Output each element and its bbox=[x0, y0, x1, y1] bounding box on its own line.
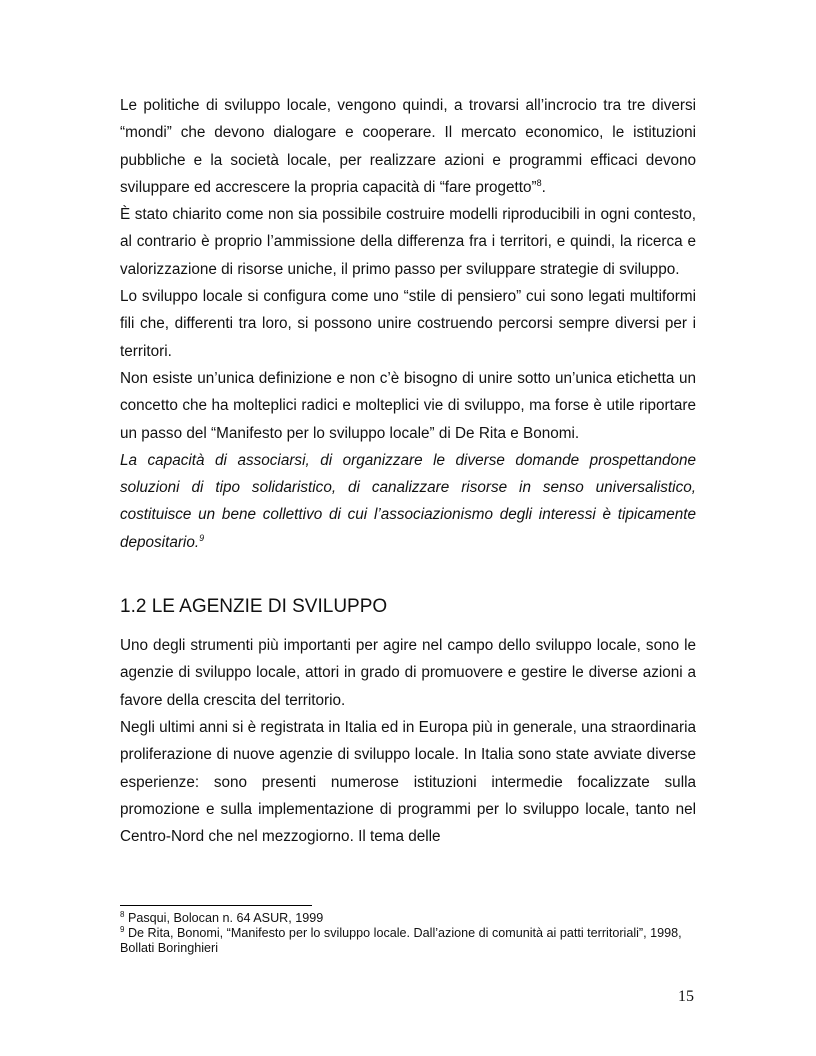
footnotes bbox=[120, 911, 696, 956]
paragraph-5: Uno degli strumenti più importanti per agire nel campo dello sviluppo locale, sono le agenzie di sviluppo locale, attori in grado di promuovere e gestire le diverse azioni a favore della crescita del territorio. bbox=[120, 637, 696, 709]
footnote-9-number: 9 bbox=[120, 924, 125, 934]
paragraph-1-text: Le politiche di sviluppo locale, vengono quindi, a trovarsi all’incrocio tra tre diversi “mondi” che devono dialogare e cooperare. Il mercato economico, le istituzioni pubbliche e la società locale, per realizzare azioni e programmi efficaci devono sviluppare ed accrescere la propria capacità di “fare progetto” bbox=[120, 97, 696, 196]
paragraph-3: Lo sviluppo locale si configura come uno “stile di pensiero” cui sono legati multiformi fili che, differenti tra loro, si possono unire costruendo percorsi sempre diversi per i territori. bbox=[120, 288, 696, 360]
page-number: 15 bbox=[678, 988, 694, 1005]
footnote-8 bbox=[120, 911, 696, 926]
paragraph-1-end: . bbox=[541, 178, 546, 196]
page-body bbox=[120, 92, 696, 850]
footnote-9 bbox=[120, 926, 696, 956]
footnote-divider bbox=[120, 905, 312, 906]
paragraph-1 bbox=[120, 92, 696, 201]
paragraph-2: È stato chiarito come non sia possibile costruire modelli riproducibili in ogni contesto, al contrario è proprio l’ammissione della differenza fra i territori, e quindi, la ricerca e valorizzazione di risorse uniche, il primo passo per sviluppare strategie di sviluppo. bbox=[120, 206, 696, 278]
paragraph-6: Negli ultimi anni si è registrata in Italia ed in Europa più in generale, una straordinaria proliferazione di nuove agenzie di sviluppo locale. In Italia sono state avviate diverse esperienze: sono presenti numerose istituzioni intermedie focalizzate sulla promozione e sulla implementazione di programmi per lo sviluppo locale, tanto nel Centro-Nord che nel mezzogiorno. Il tema delle bbox=[120, 718, 696, 846]
footnote-ref-9: 9 bbox=[199, 532, 205, 543]
footnote-8-number: 8 bbox=[120, 909, 125, 919]
footnote-9-text: De Rita, Bonomi, “Manifesto per lo sviluppo locale. Dall’azione di comunità ai patti territoriali”, 1998, Bollati Boringhieri bbox=[120, 926, 682, 955]
quote-text: La capacità di associarsi, di organizzare le diverse domande prospettandone soluzioni di tipo solidaristico, di canalizzare risorse in senso universalistico, costituisce un bene collettivo di cui l’associazionismo degli interessi è tipicamente depositario. bbox=[120, 451, 696, 551]
quote-paragraph bbox=[120, 447, 696, 556]
footnote-8-text: Pasqui, Bolocan n. 64 ASUR, 1999 bbox=[124, 911, 324, 925]
footnote-ref-8: 8 bbox=[536, 177, 542, 188]
paragraph-4: Non esiste un’unica definizione e non c’è bisogno di unire sotto un’unica etichetta un concetto che ha molteplici radici e molteplici vie di sviluppo, ma forse è utile riportare un passo del “Manifesto per lo sviluppo locale” di De Rita e Bonomi. bbox=[120, 369, 696, 442]
section-heading: 1.2 LE AGENZIE DI SVILUPPO bbox=[120, 596, 388, 618]
